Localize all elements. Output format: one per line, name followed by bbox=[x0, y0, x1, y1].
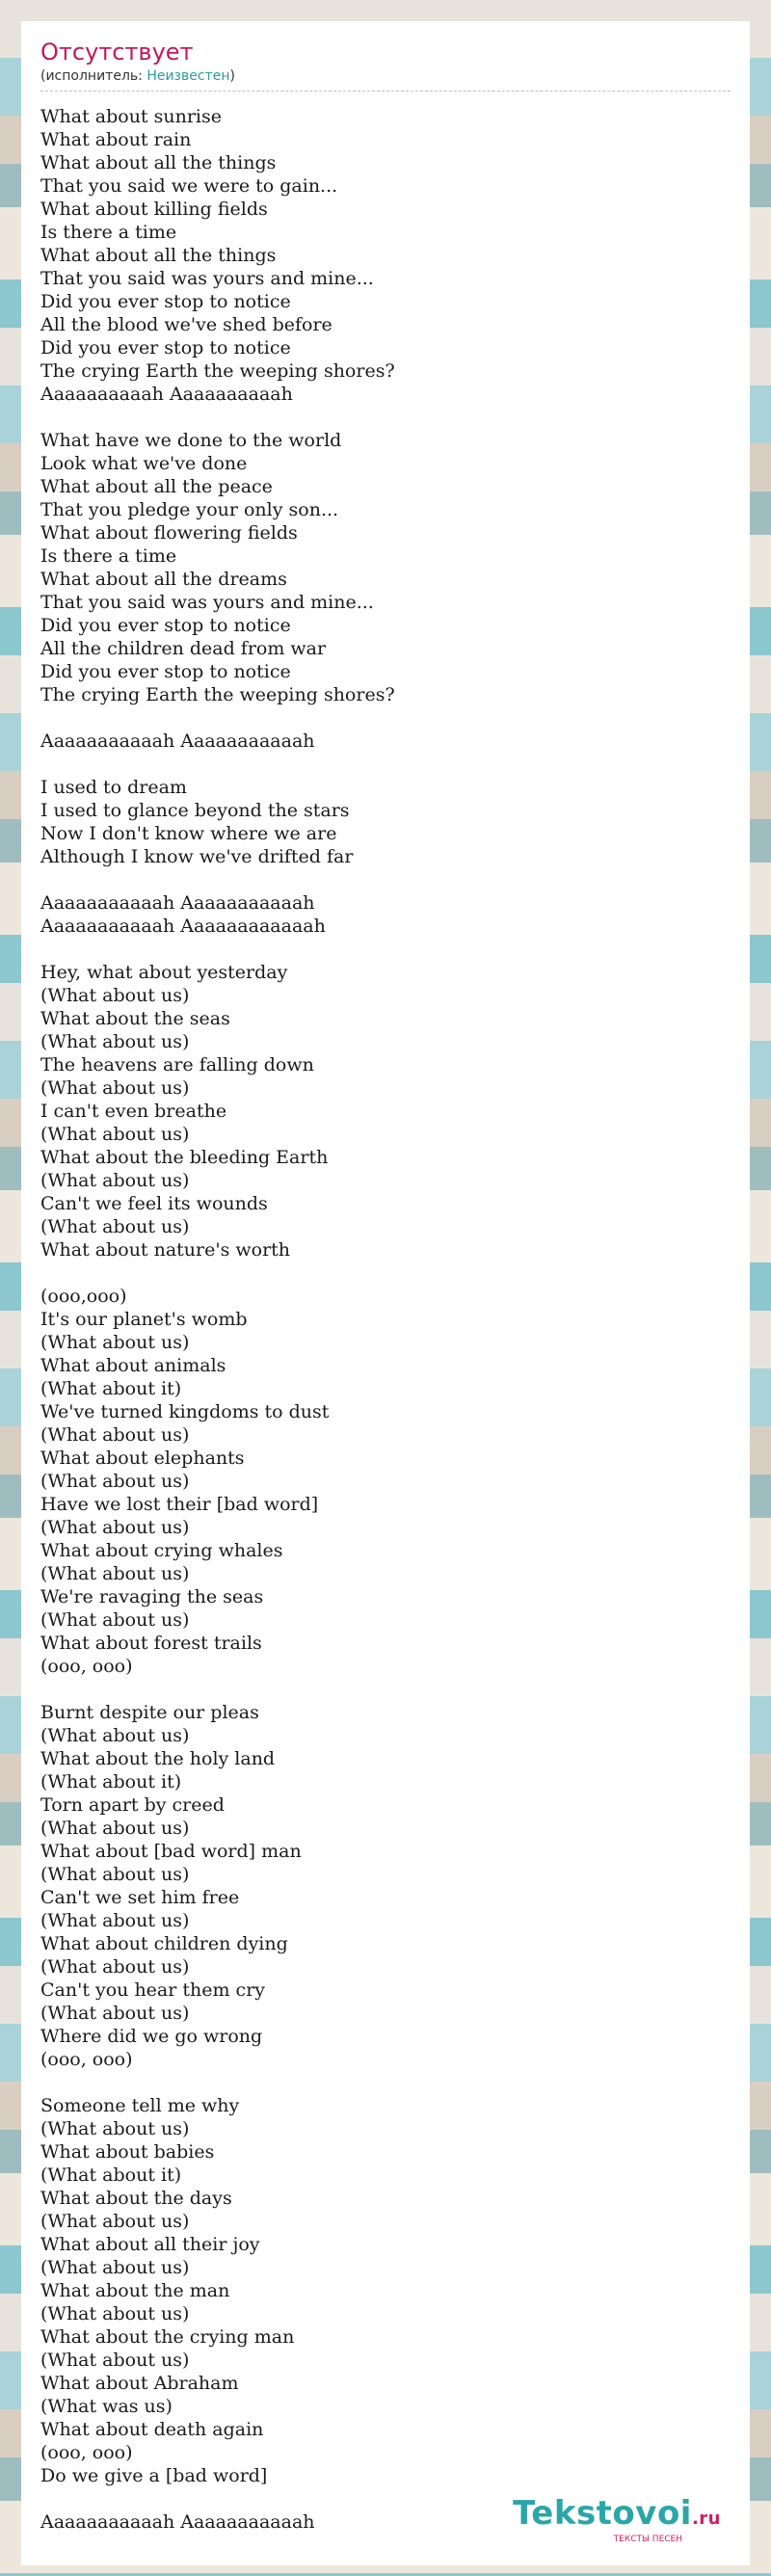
logo-tagline: ТЕКСТЫ ПЕСЕН bbox=[613, 2535, 682, 2544]
logo-tld: .ru bbox=[691, 2509, 721, 2529]
site-logo[interactable] bbox=[513, 2496, 721, 2544]
song-title: Отсутствует bbox=[40, 39, 194, 66]
logo-name: Tekstovoi bbox=[513, 2494, 692, 2533]
artist-line bbox=[40, 67, 731, 92]
artist-suffix: ) bbox=[229, 68, 235, 84]
lyrics-text: What about sunrise What about rain What about all the things That you said we were to gain... What about killing fields Is there a time What about all the things That you said was yours and mine... Did you ever stop to notice All the blood we've shed before Did you ever stop to notice The crying Earth the weeping shores? Aaaaaaaaaah Aaaaaaaaaah What have we done to the world Look what we've done What about all the peace That you pledge your only son... What about flowering fields Is there a time What about all the dreams That you said was yours and mine... Did you ever stop to notice All the children dead from war Did you ever stop to notice The crying Earth the weeping shores? Aaaaaaaaaaah Aaaaaaaaaaah I used to dream I used to glance beyond the stars Now I don't know where we are Although I know we've drifted far Aaaaaaaaaaah Aaaaaaaaaaah Aaaaaaaaaaah Aaaaaaaaaaaah Hey, what about yesterday (What about us) What about the seas (What about us) The heavens are falling down (What about us) I can't even breathe (What about us) What about the bleeding Earth (What about us) Can't we feel its wounds (What about us) What about nature's worth (ooo,ooo) It's our planet's womb (What about us) What about animals (What about it) We've turned kingdoms to dust (What about us) What about elephants (What about us) Have we lost their [bad word] (What about us) What about crying whales (What about us) We're ravaging the seas (What about us) What about forest trails (ooo, ooo) Burnt despite our pleas (What about us) What about the holy land (What about it) Torn apart by creed (What about us) What about [bad word] man (What about us) Can't we set him free (What about us) What about children dying (What about us) Can't you hear them cry (What about us) Where did we go wrong (ooo, ooo) Someone tell me why (What about us) What about babies (What about it) What about the days (What about us) What about all their joy (What about us) What about the man (What about us) What about the crying man (What about us) What about Abraham (What was us) What about death again (ooo, ooo) Do we give a [bad word] Aaaaaaaaaaah Aaaaaaaaaaah bbox=[40, 106, 395, 2533]
lyrics-card bbox=[21, 21, 750, 2565]
logo-wordmark bbox=[513, 2496, 721, 2536]
artist-link[interactable]: Неизвестен bbox=[146, 68, 230, 84]
artist-prefix: (исполнитель: bbox=[40, 68, 147, 84]
